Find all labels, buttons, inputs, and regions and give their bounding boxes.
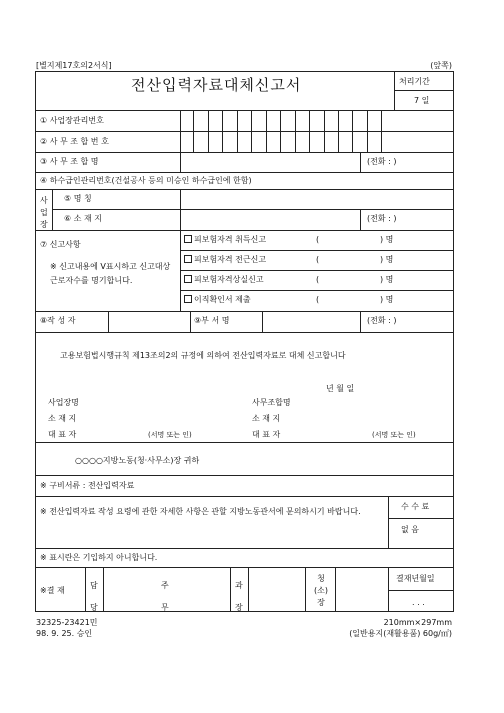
- count-close: ) 명: [380, 235, 394, 244]
- business-id-label: ① 사업장관리번호: [40, 116, 104, 125]
- report-items-label: ⑦ 신고사항: [40, 240, 81, 249]
- item-transfer[interactable]: 피보험자격 전근신고: [184, 255, 266, 265]
- checkbox-icon[interactable]: [184, 235, 192, 243]
- union-name-sign: 사무조합명: [252, 398, 291, 407]
- item-leave-cert[interactable]: 이직확인서 제출: [184, 295, 251, 305]
- author-label: ⑧작 성 자: [40, 316, 76, 325]
- approval-date-label: 결재년월일: [396, 574, 435, 583]
- declaration-date: 년 월 일: [326, 384, 355, 393]
- item-acquire[interactable]: 피보험자격 취득신고: [184, 235, 266, 245]
- fee-value: 없 음: [401, 525, 419, 534]
- fill-note: ※ 표시란은 기입하지 아니합니다.: [40, 553, 158, 562]
- workplace-phone: (전화 : ): [367, 214, 397, 223]
- fee-label: 수 수 료: [401, 502, 430, 511]
- workplace-label: 사 업 장: [40, 196, 48, 229]
- checkbox-icon[interactable]: [184, 275, 192, 283]
- sign-note: (서명 또는 인): [148, 431, 192, 439]
- union-rep-sign: 대 표 자: [252, 430, 281, 439]
- workplace-address-label: ⑥ 소 재 지: [64, 214, 102, 223]
- item-loss[interactable]: 피보험자격상실신고: [184, 275, 264, 285]
- department-phone: (전화 : ): [367, 316, 397, 325]
- approval-col-staff: 담 당: [90, 581, 98, 612]
- sign-note: (서명 또는 인): [372, 431, 416, 439]
- form-number: [별지제17호의2서식]: [36, 61, 112, 70]
- approval-date-value: . . .: [412, 598, 425, 607]
- union-number-label: ② 사 무 조 합 번 호: [40, 137, 109, 146]
- workplace-name-label: ⑤ 명 칭: [64, 194, 92, 203]
- workplace-address-sign: 소 재 지: [48, 414, 77, 423]
- checkbox-icon[interactable]: [184, 295, 192, 303]
- approval-col-section: 과 장: [235, 581, 243, 612]
- approval-col-head: 청 (소) 장: [314, 574, 328, 607]
- department-label: ⑨부 서 명: [194, 316, 230, 325]
- paper-type: (일반용지(재활용품) 60g/㎡): [349, 629, 452, 638]
- approval-head: ※결 재: [40, 586, 65, 595]
- form-code: 32325-23421민: [36, 618, 98, 627]
- count-open: (: [316, 295, 320, 304]
- declaration-text: 고용보험법시행규칙 제13조의2의 규정에 의하여 전산입력자료로 대체 신고합니다: [60, 351, 346, 360]
- notice-text: ※ 전산입력자료 작성 요령에 관한 자세한 사항은 관할 지방노동관서에 문의하시기 바랍니다.: [40, 507, 361, 516]
- union-phone: (전화 : ): [367, 157, 397, 166]
- subcontractor-id-label: ④ 하수급인관리번호(건설공사 등의 미승인 하수급인에 한함): [40, 176, 252, 185]
- count-close: ) 명: [380, 275, 394, 284]
- approval-date: 98. 9. 25. 승인: [36, 629, 93, 638]
- union-name-label: ③ 사 무 조 합 명: [40, 157, 99, 166]
- workplace-rep-sign: 대 표 자: [48, 430, 77, 439]
- page-side: (앞쪽): [430, 61, 452, 70]
- count-open: (: [316, 235, 320, 244]
- count-close: ) 명: [380, 255, 394, 264]
- addressee: ○○○○지방노동(청·사무소)장 귀하: [75, 456, 200, 465]
- workplace-name-sign: 사업장명: [48, 398, 79, 407]
- approval-col-chief: 주 무: [161, 581, 169, 612]
- processing-label: 처리기간: [399, 77, 430, 86]
- checkbox-icon[interactable]: [184, 255, 192, 263]
- processing-value: 7 일: [414, 96, 430, 105]
- union-address-sign: 소 재 지: [252, 414, 281, 423]
- count-open: (: [316, 255, 320, 264]
- attachments: ※ 구비서류 : 전산입력자료: [40, 481, 135, 490]
- report-items-note: ※ 신고내용에 V표시하고 신고대상 근로자수를 명기합니다.: [50, 262, 171, 285]
- paper-size: 210mm×297mm: [383, 618, 452, 627]
- count-open: (: [316, 275, 320, 284]
- count-close: ) 명: [380, 295, 394, 304]
- form-title: 전산입력자료대체신고서: [131, 76, 302, 94]
